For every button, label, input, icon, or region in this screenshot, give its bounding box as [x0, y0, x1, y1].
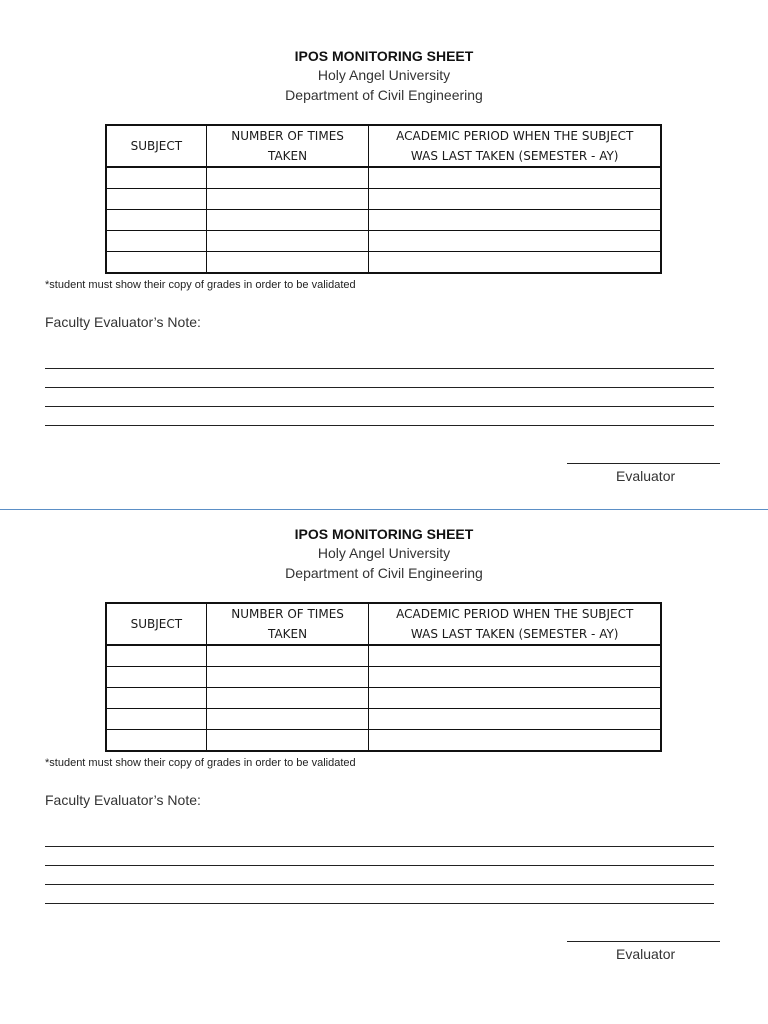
subject-table	[105, 602, 662, 752]
subject-cell[interactable]	[106, 709, 206, 730]
academic-period-cell[interactable]	[369, 231, 661, 252]
times-taken-cell[interactable]	[206, 709, 369, 730]
times-taken-cell[interactable]	[206, 688, 369, 709]
note-line[interactable]	[45, 903, 714, 904]
sheet-title: IPOS MONITORING SHEET	[294, 526, 474, 542]
academic-period-cell[interactable]	[369, 688, 661, 709]
note-line[interactable]	[45, 884, 714, 885]
validation-footnote: *student must show their copy of grades in order to be validated	[45, 757, 356, 769]
signature-line[interactable]	[567, 463, 720, 464]
evaluator-label: Evaluator	[616, 468, 676, 484]
header-academic-period: ACADEMIC PERIOD WHEN THE SUBJECT WAS LAST TAKEN (SEMESTER - AY)	[369, 603, 661, 645]
department-name: Department of Civil Engineering	[285, 87, 483, 103]
subject-cell[interactable]	[106, 730, 206, 752]
table-row	[106, 667, 661, 688]
academic-period-cell[interactable]	[369, 210, 661, 231]
header-subject: SUBJECT	[106, 125, 206, 167]
times-taken-cell[interactable]	[206, 667, 369, 688]
table-header-row	[106, 603, 661, 645]
subject-cell[interactable]	[106, 189, 206, 210]
academic-period-cell[interactable]	[369, 189, 661, 210]
academic-period-cell[interactable]	[369, 167, 661, 189]
note-line[interactable]	[45, 368, 714, 369]
times-taken-cell[interactable]	[206, 730, 369, 752]
university-name: Holy Angel University	[317, 545, 451, 561]
evaluator-label: Evaluator	[616, 946, 676, 962]
subject-cell[interactable]	[106, 231, 206, 252]
table-row	[106, 645, 661, 667]
header-times-taken: NUMBER OF TIMES TAKEN	[206, 603, 369, 645]
table-row	[106, 231, 661, 252]
table-row	[106, 730, 661, 752]
note-line[interactable]	[45, 387, 714, 388]
validation-footnote: *student must show their copy of grades in order to be validated	[45, 279, 356, 291]
academic-period-cell[interactable]	[369, 709, 661, 730]
table-row	[106, 167, 661, 189]
evaluator-note-label: Faculty Evaluator’s Note:	[45, 314, 201, 330]
sheet-title: IPOS MONITORING SHEET	[294, 48, 474, 64]
subject-cell[interactable]	[106, 688, 206, 709]
header-academic-period: ACADEMIC PERIOD WHEN THE SUBJECT WAS LAST TAKEN (SEMESTER - AY)	[369, 125, 661, 167]
header-times-taken: NUMBER OF TIMES TAKEN	[206, 125, 369, 167]
note-line[interactable]	[45, 425, 714, 426]
subject-cell[interactable]	[106, 645, 206, 667]
subject-cell[interactable]	[106, 667, 206, 688]
table-row	[106, 210, 661, 231]
academic-period-cell[interactable]	[369, 667, 661, 688]
subject-cell[interactable]	[106, 252, 206, 274]
note-line[interactable]	[45, 406, 714, 407]
monitoring-sheet-bottom	[0, 478, 768, 962]
signature-line[interactable]	[567, 941, 720, 942]
subject-table	[105, 124, 662, 274]
academic-period-cell[interactable]	[369, 252, 661, 274]
table-header-row	[106, 125, 661, 167]
times-taken-cell[interactable]	[206, 231, 369, 252]
university-name: Holy Angel University	[317, 67, 451, 83]
table-row	[106, 688, 661, 709]
academic-period-cell[interactable]	[369, 730, 661, 752]
subject-cell[interactable]	[106, 210, 206, 231]
table-row	[106, 252, 661, 274]
note-line[interactable]	[45, 865, 714, 866]
times-taken-cell[interactable]	[206, 189, 369, 210]
academic-period-cell[interactable]	[369, 645, 661, 667]
times-taken-cell[interactable]	[206, 645, 369, 667]
table-row	[106, 709, 661, 730]
evaluator-note-label: Faculty Evaluator’s Note:	[45, 792, 201, 808]
table-row	[106, 189, 661, 210]
monitoring-sheet-top	[0, 0, 768, 484]
department-name: Department of Civil Engineering	[285, 565, 483, 581]
note-line[interactable]	[45, 846, 714, 847]
header-subject: SUBJECT	[106, 603, 206, 645]
times-taken-cell[interactable]	[206, 210, 369, 231]
times-taken-cell[interactable]	[206, 167, 369, 189]
times-taken-cell[interactable]	[206, 252, 369, 274]
subject-cell[interactable]	[106, 167, 206, 189]
